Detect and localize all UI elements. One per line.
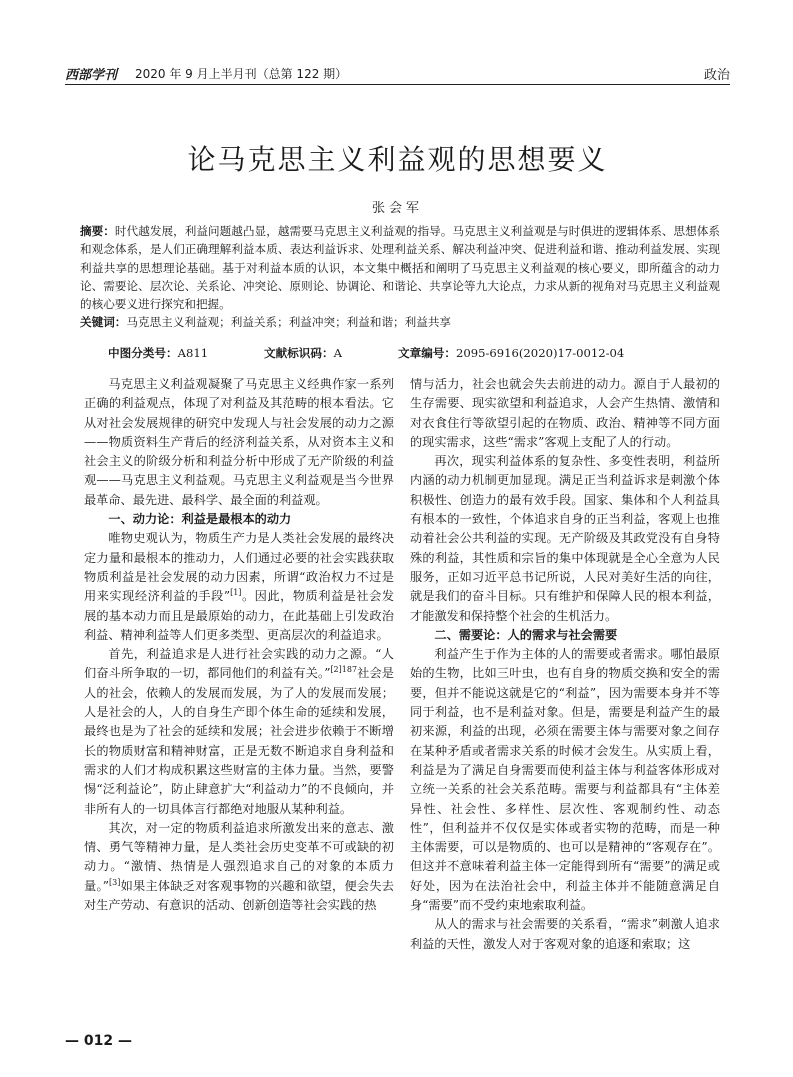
document-code: 文献标识码：A <box>264 346 342 360</box>
author-name: 张会军 <box>371 201 423 216</box>
keywords-label: 关键词： <box>80 315 127 330</box>
section-heading-1: 一、动力论：利益是最根本的动力 <box>108 512 292 527</box>
paragraph: 其次，对一定的物质利益追求所激发出来的意志、激情、勇气等精神力量，是人类社会历史变革不可或缺的初动力。“激情、热情是人强烈追求自己的对象的本质力量。”[3]如果主体缺乏对客观事物的兴趣和欲望，便会失去对生产劳动、有意识的活动、创新创造等社会实践的热 <box>84 820 394 913</box>
abstract-label: 摘要： <box>80 224 115 238</box>
section-label: 政治 <box>703 68 730 83</box>
classification-number: 中图分类号：A811 <box>108 346 209 360</box>
section-heading-2: 二、需要论：人的需求与社会需要 <box>434 627 618 642</box>
abstract <box>80 222 720 332</box>
abstract-text: 时代越发展，利益问题越凸显，越需要马克思主义利益观的指导。马克思主义利益观是与时俱进的逻辑体系、思想体系和观念体系，是人们正确理解利益本质、表达利益诉求、处理利益关系、解决利益冲突、促进利益和谐、推动利益发展、实现利益共享的思想理论基础。基于对利益本质的认识，本文集中概括和阐明了马克思主义利益观的核心要义，即所蕴含的动力论、需要论、层次论、关系论、冲突论、原则论、协调论、和谐论、共享论等九大论点，力求从新的视角对马克思主义利益观的核心要义进行探究和把握。 <box>80 224 720 312</box>
citation-ref: [2]187 <box>330 665 358 675</box>
page-number: — 012 — <box>65 1033 132 1049</box>
paragraph: 利益产生于作为主体的人的需要或者需求。哪怕最原始的生物，比如三叶虫，也有自身的物质交换和安全的需要，但并不能说这就是它的“利益”，因为需要本身并不等同于利益，也不是利益对象。但是，需要是利益产生的最初来源，利益的出现，必须在需要主体与需要对象之间存在某种矛盾或者需求关系的时候才会发生。从实质上看，利益是为了满足自身需要而使利益主体与利益客体形成对立统一关系的社会关系范畴。需要与利益都具有“主体差异性、社会性、多样性、层次性、客观制约性、动态性”，但利益并不仅仅是实体或者实物的范畴，而是一种主体需要，可以是物质的、也可以是精神的“客观存在”。但这并不意味着利益主体一定能得到所有“需要”的满足或好处，因为在法治社会中，利益主体并不能随意满足自身“需要”而不受约束地索取利益。 <box>410 647 720 913</box>
running-header <box>65 60 730 85</box>
paragraph: 从人的需求与社会需要的关系看，“需求”刺激人追求利益的天性，激发人对于客观对象的追逐和索取；这 <box>410 917 720 951</box>
paragraph: 唯物史观认为，物质生产力是人类社会发展的最终决定力量和最根本的推动力，人们通过必要的社会实践获取物质利益是社会发展的动力因素，所谓“政治权力不过是用来实现经济利益的手段”[1]。因此，物质利益是社会发展的基本动力而且是最原始的动力，在此基础上引发政治利益、精神利益等人们更多类型、更高层次的利益追求。 <box>84 531 395 642</box>
paragraph: 首先，利益追求是人进行社会实践的动力之源。“人们奋斗所争取的一切，都同他们的利益有关。”$^{[2]187}$社会是人的社会，依赖人的发展而发展，为了人的发展而发展；人是社会的人，人的自身生产即个体生命的延续和发展，最终也是为了社会的延续和发展；社会进步依赖于不断增长的物质财富和精神财富，正是无数不断追求自身利益和需求的人们才构成积累这些财富的主体力量。当然，要警惕“泛利益论”，防止肆意扩大“利益动力”的不良倾向，并非所有人的一切具体言行都绝对地服从某种利益。 <box>84 647 394 816</box>
article-title: 论马克思主义利益观的思想要义 <box>187 143 608 176</box>
keywords-text: 马克思主义利益观；利益关系；利益冲突；利益和谐；利益共享 <box>126 315 452 330</box>
article-number: 文章编号：2095-6916(2020)17-0012-04 <box>398 346 625 360</box>
issue-info: 2020 年 9 月上半月刊（总第 122 期） <box>135 67 348 81</box>
citation-ref: [3] <box>109 877 121 887</box>
paragraph: 情与活力，社会也就会失去前进的动力。源自于人最初的生存需要、现实欲望和利益追求，人会产生热情、激情和对衣食住行等欲望引起的在物质、政治、精神等不同方面的现实需求，这些“需求”客观上支配了人的行动。 <box>410 377 720 449</box>
right-column <box>410 375 720 954</box>
journal-logo: 西部学刊 <box>65 68 118 83</box>
citation-ref: [1] <box>230 588 242 598</box>
paragraph: 再次，现实利益体系的复杂性、多变性表明，利益所内涵的动力机制更加显现。满足正当利益诉求是刺激个体积极性、创造力的最有效手段。国家、集体和个人利益具有根本的一致性，个体追求自身的正当利益，客观上也推动着社会公共利益的实现。无产阶级及其政党没有自身特殊的利益，其性质和宗旨的集中体现就是全心全意为人民服务，正如习近平总书记所说，人民对美好生活的向往，就是我们的奋斗目标。只有维护和保障人民的根本利益，才能激发和保持整个社会的生机活力。 <box>410 454 720 623</box>
left-column <box>84 375 394 915</box>
paragraph: 马克思主义利益观凝聚了马克思主义经典作家一系列正确的利益观点，体现了对利益及其范畴的根本看法。它从对社会发展规律的研究中发现人与社会发展的动力之源——物质资料生产背后的经济利益关系，从对资本主义和社会主义的阶级分析和利益分析中形成了无产阶级的利益观——马克思主义利益观。马克思主义利益观是当今世界最革命、最先进、最科学、最全面的利益观。 <box>84 377 394 507</box>
